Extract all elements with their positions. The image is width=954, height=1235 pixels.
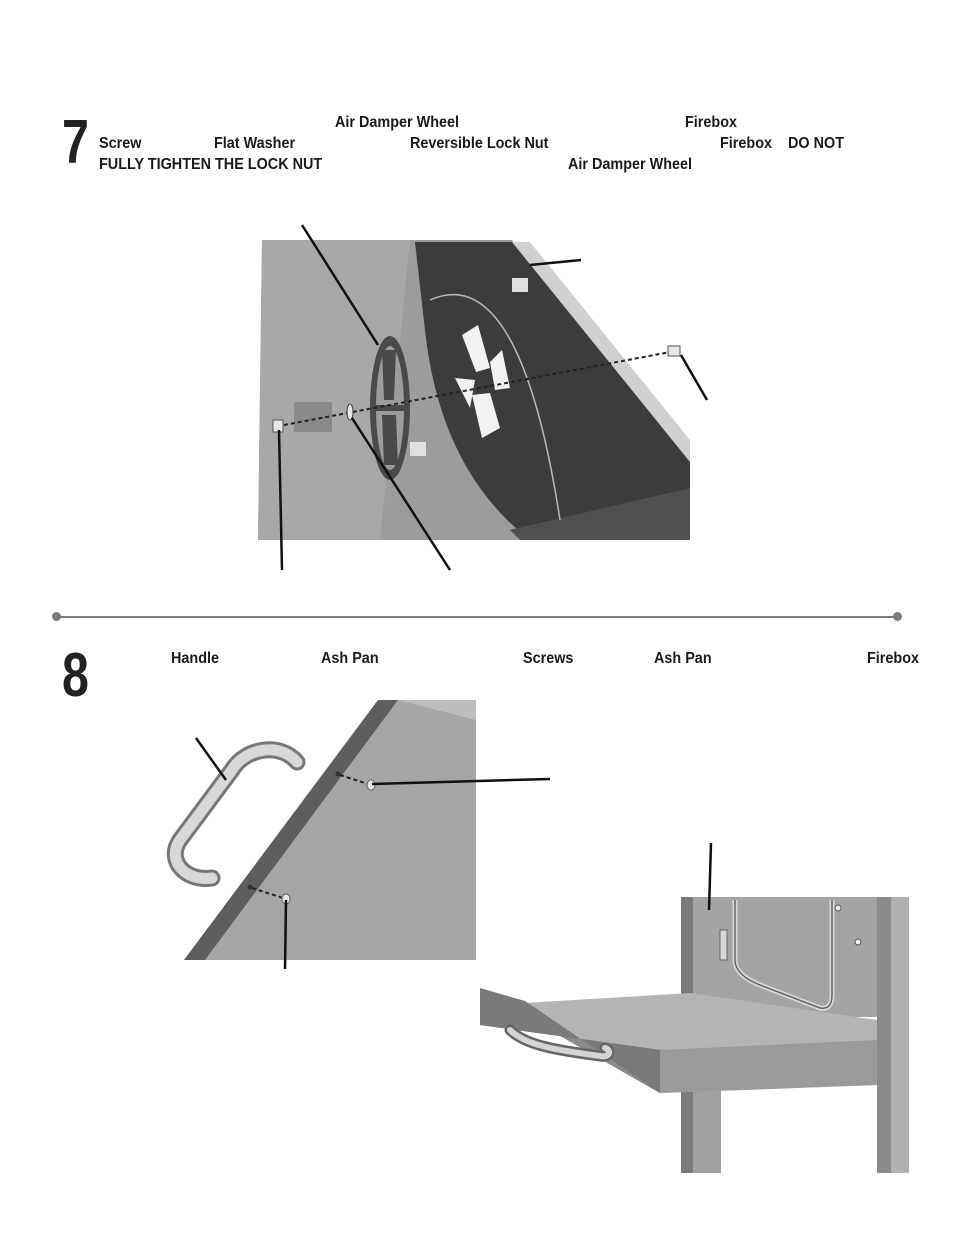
step-8-keyword-firebox: Firebox [867,650,920,667]
step-8-keyword-screws: Screws [523,650,574,667]
step-7-keyword-reversible-lock-nut: Reversible Lock Nut [410,135,549,152]
step-7-keyword-air-damper-wheel-2: Air Damper Wheel [568,156,693,173]
step-8-keyword-ash-pan-2: Ash Pan [654,650,712,667]
step-7-keyword-fully-tighten: FULLY TIGHTEN THE LOCK NUT [99,156,323,173]
step-7-keyword-do-not: DO NOT [788,135,844,152]
step-8-number: 8 [62,641,89,710]
step-8-keyword-handle: Handle [171,650,220,667]
step-7-keyword-air-damper-wheel: Air Damper Wheel [335,114,460,131]
step-7-keyword-firebox: Firebox [685,114,738,131]
step-7-keyword-firebox-2: Firebox [720,135,773,152]
step-7-number: 7 [62,108,89,177]
step-8-keyword-ash-pan: Ash Pan [321,650,379,667]
step-7-keyword-screw: Screw [99,135,142,152]
step-7-keyword-flat-washer: Flat Washer [214,135,296,152]
